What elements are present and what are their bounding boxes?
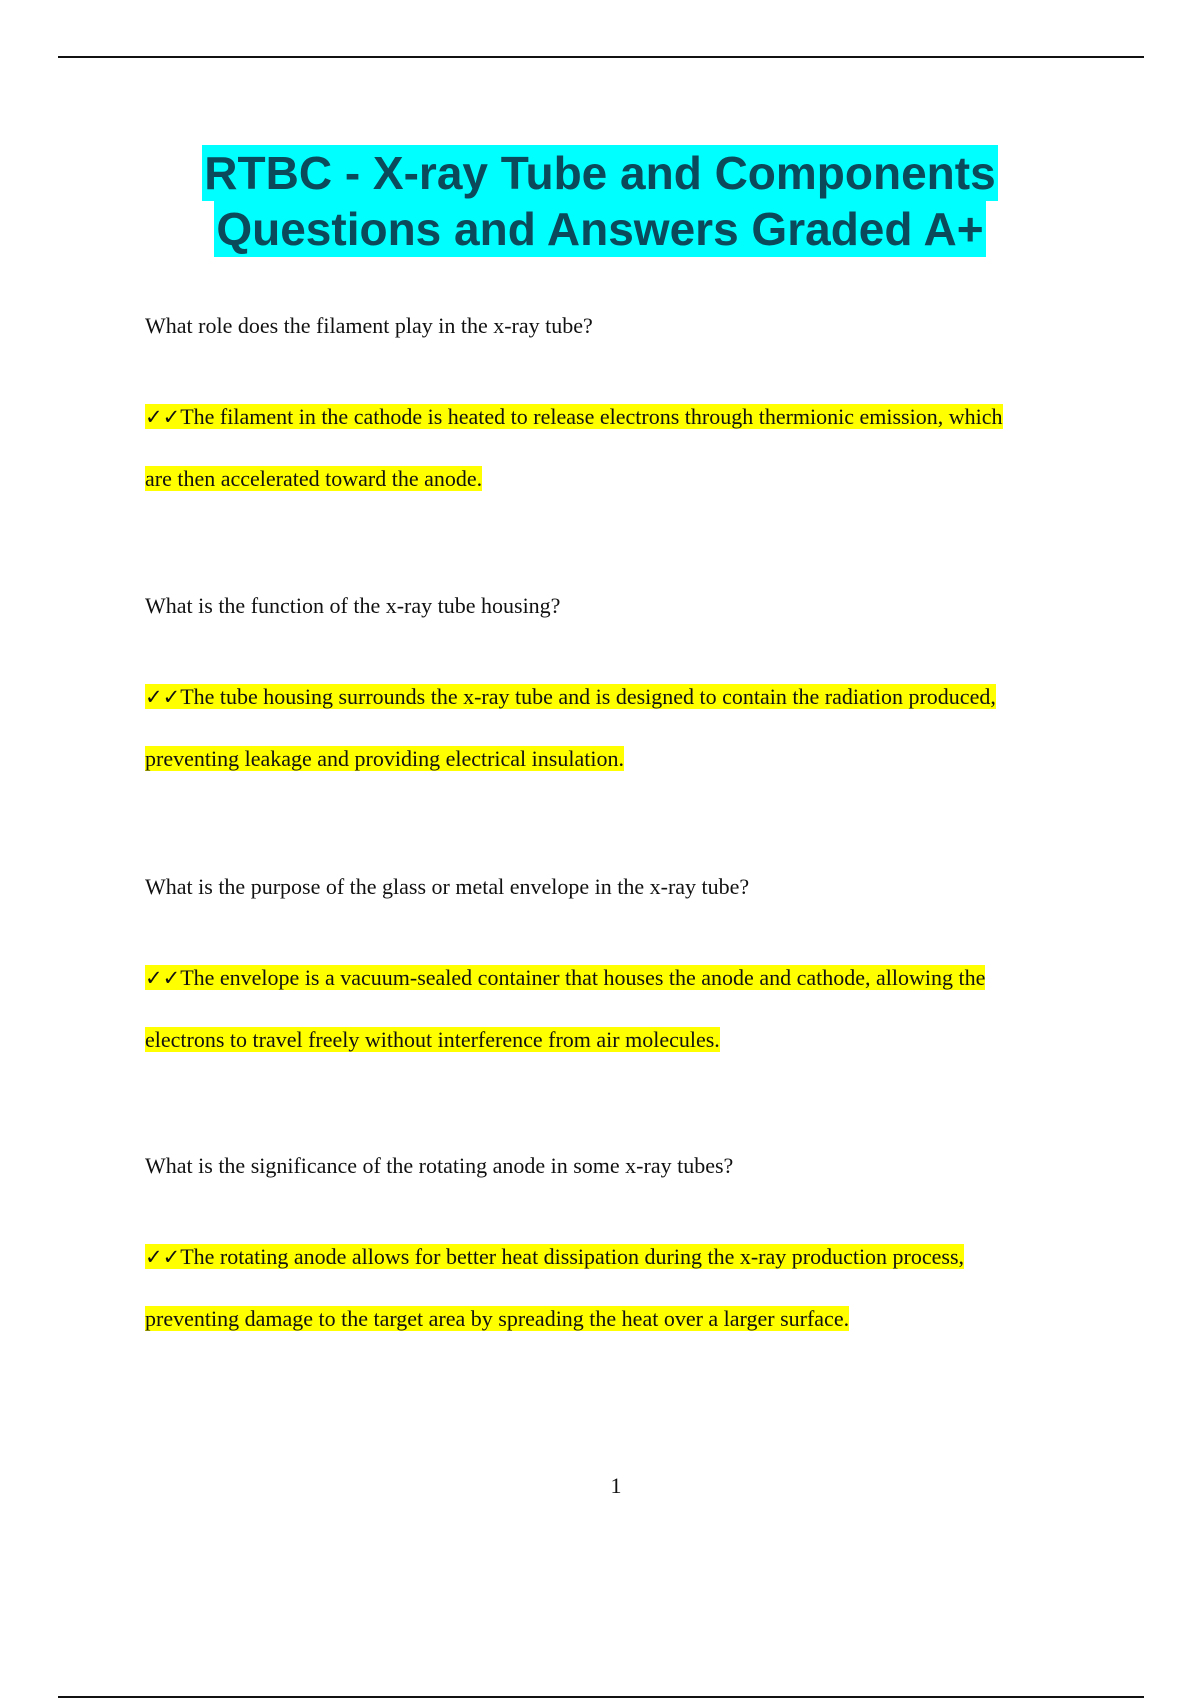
answer-line-2: preventing leakage and providing electrical insulation. (145, 746, 624, 771)
answer-line-2: are then accelerated toward the anode. (145, 466, 483, 491)
qa-item-rotating-anode (145, 1152, 1095, 1349)
double-check-icon: ✓✓ (145, 685, 181, 709)
answer-text (145, 947, 1095, 1070)
title-line-2: Questions and Answers Graded A+ (216, 203, 984, 255)
answer-text (145, 1226, 1095, 1349)
question-text: What is the function of the x-ray tube housing? (145, 593, 561, 618)
answer-text (145, 386, 1095, 509)
qa-item-envelope (145, 873, 1095, 1070)
answer-line-1-text: The envelope is a vacuum-sealed container that houses the anode and cathode, allowing the (180, 965, 986, 990)
answer-line-1 (145, 965, 985, 990)
qa-item-filament (145, 312, 1095, 509)
title-line-1: RTBC - X-ray Tube and Components (204, 147, 996, 199)
double-check-icon: ✓✓ (145, 966, 181, 990)
footer-rule (58, 1696, 1144, 1698)
answer-line-1-text: The filament in the cathode is heated to release electrons through thermionic emission, which (180, 404, 1003, 429)
double-check-icon: ✓✓ (145, 405, 181, 429)
answer-line-2: preventing damage to the target area by spreading the heat over a larger surface. (145, 1306, 850, 1331)
page-number: 1 (610, 1473, 622, 1498)
document-title (0, 145, 1200, 257)
answer-line-1-text: The rotating anode allows for better heat dissipation during the x-ray production process, (180, 1244, 965, 1269)
answer-line-1 (145, 684, 996, 709)
question-text: What role does the filament play in the x-ray tube? (145, 313, 593, 338)
qa-item-tube-housing (145, 592, 1095, 789)
header-rule (58, 56, 1144, 58)
answer-line-1 (145, 1244, 964, 1269)
question-text: What is the significance of the rotating anode in some x-ray tubes? (145, 1153, 734, 1178)
question-text: What is the purpose of the glass or metal envelope in the x-ray tube? (145, 874, 750, 899)
answer-line-1 (145, 404, 1003, 429)
answer-line-2: electrons to travel freely without interference from air molecules. (145, 1027, 720, 1052)
double-check-icon: ✓✓ (145, 1245, 181, 1269)
answer-text (145, 666, 1095, 789)
answer-line-1-text: The tube housing surrounds the x-ray tube and is designed to contain the radiation produced, (180, 684, 996, 709)
